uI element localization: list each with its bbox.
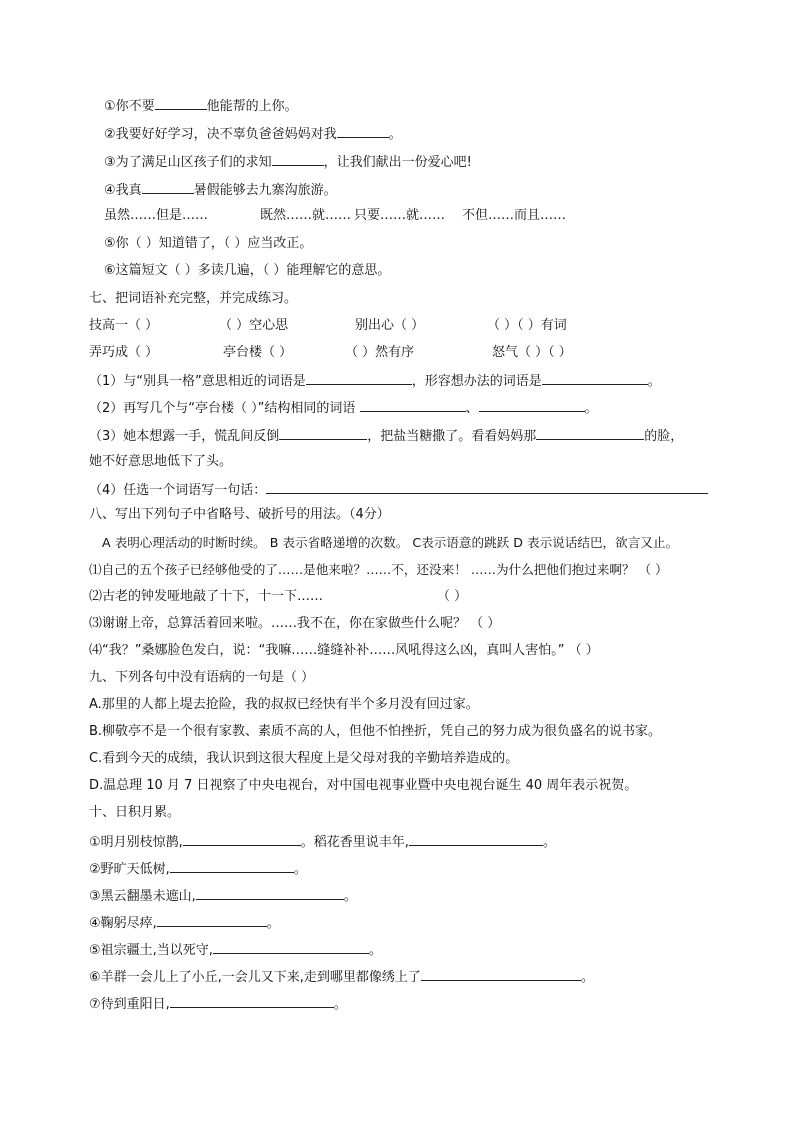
poem-4 [89,914,280,932]
poem-text: 。 [343,889,357,904]
answer-blank[interactable] [421,968,581,981]
poem-text: 。 [542,835,556,850]
question-text: 的脸， [644,429,684,444]
question-text: 、 [465,401,479,416]
poem-text: 。 [266,916,280,931]
poem-text: 。 [368,943,382,958]
sentence-4 [104,181,337,199]
question-7-1 [89,372,661,390]
poem-2 [89,860,307,878]
answer-blank[interactable] [196,887,344,900]
answer-blank[interactable] [272,153,324,166]
answer-blank[interactable] [142,181,194,194]
answer-blank[interactable] [279,427,367,440]
choice-b[interactable]: B.柳敬亭不是一个很有家教、素质不高的人，但他不怕挫折，凭自己的努力成为很负盛名的说书家。 [89,724,662,739]
answer-parentheses[interactable]: （ ） [437,589,468,604]
sentence-1-text: ①你不要 [104,99,155,114]
answer-blank[interactable] [183,833,301,846]
poem-text: ③黑云翻墨未遮山, [89,889,196,904]
answer-blank[interactable] [306,372,412,385]
sentence-4-text: ④我真 [104,183,142,198]
poem-text: ⑥羊群一会儿上了小丘,一会儿又下来,走到哪里都像绣上了 [89,970,421,985]
poem-text: ⑤祖宗疆土,当以死守, [89,943,213,958]
question-text: （3）她本想露一手，慌乱间反倒 [89,429,280,444]
section-9-title: 九、下列各句中没有语病的一句是（ ） [89,670,315,685]
answer-blank[interactable] [170,860,294,873]
question-text: 。 [647,374,661,389]
sentence-1 [104,97,298,115]
poem-text: 。稻花香里说丰年, [300,835,409,850]
answer-blank[interactable] [155,97,207,110]
question-7-3 [89,427,683,445]
answer-blank[interactable] [360,399,466,412]
idiom-item: （ ）（ ）有词 [487,318,567,333]
sentence-6: ⑥这篇短文（ ）多读几遍，（ ）能理解它的意思。 [104,263,391,278]
sentence-3 [104,153,472,171]
poem-1 [89,833,556,851]
sentence-2-tail: 。 [388,127,402,142]
question-text: （4）任选一个词语写一句话： [89,483,267,498]
sentence-5: ⑤你（ ）知道错了，（ ）应当改正。 [104,236,313,251]
question-7-3-continued: 她不好意思地低下了头。 [89,454,233,469]
punctuation-question-2 [89,589,468,605]
idiom-item: （ ）然有序 [345,345,415,360]
choice-d[interactable]: D.温总理 10 月 7 日视察了中央电视台，对中国电视事业暨中央电视台诞生 40 周年表示祝贺。 [89,778,638,793]
punctuation-question-3: ⑶谢谢上帝，总算活着回来啦。……我不在，你在家做些什么呢？ （ ） [89,616,501,631]
idiom-item: （ ）空心思 [219,318,289,333]
poem-text: 。 [293,862,307,877]
idiom-item: 弄巧成（ ） [89,345,159,360]
answer-blank[interactable] [409,833,543,846]
poem-5 [89,941,382,959]
connector-option: 虽然……但是…… [104,208,209,223]
question-text: ⑵古老的钟发哑地敲了十下，十一下…… [89,589,324,604]
answer-blank[interactable] [536,427,644,440]
connector-option: 既然……就…… [260,208,352,223]
answer-line[interactable] [266,481,708,494]
sentence-2-text: ②我要好好学习，决不辜负爸爸妈妈对我 [104,127,337,142]
punctuation-question-4: ⑷“我？”桑娜脸色发白，说：“我嘛……缝缝补补……风吼得这么凶，真叫人害怕。” （ ） [89,643,599,658]
idiom-item: 怒气（ ）（ ） [492,345,572,360]
sentence-1-tail: 他能帮的上你。 [206,99,298,114]
answer-blank[interactable] [170,995,334,1008]
poem-text: ①明月别枝惊鹊, [89,835,183,850]
question-7-4 [89,481,708,499]
punctuation-question-1: ⑴自己的五个孩子已经够他受的了……是他来啦？……不，还没来！ ……为什么把他们抱过来啊？ （ ） [89,562,668,577]
section-8-title: 八、写出下列句子中省略号、破折号的用法。（4分） [89,507,390,522]
sentence-3-text: ③为了满足山区孩子们的求知 [104,155,272,170]
sentence-3-tail: ，让我们献出一份爱心吧! [323,155,472,170]
answer-blank[interactable] [157,914,267,927]
connector-option: 只要……就…… [354,208,446,223]
question-text: ，把盐当糖撒了。看看妈妈那 [367,429,537,444]
idiom-item: 技高一（ ） [89,318,159,333]
poem-text: ⑦待到重阳日, [89,997,170,1012]
question-text: ，形容想办法的词语是 [411,374,542,389]
answer-blank[interactable] [337,125,389,138]
choice-a[interactable]: A.那里的人都上堤去抢险，我的叔叔已经快有半个多月没有回过家。 [89,697,479,712]
question-7-2 [89,399,598,417]
idiom-item: 别出心（ ） [355,318,425,333]
poem-text: ②野旷天低树, [89,862,170,877]
section-7-title: 七、把词语补充完整，并完成练习。 [89,291,298,306]
idiom-item: 亭台楼（ ） [223,345,293,360]
question-text: （1）与“别具一格”意思相近的词语是 [89,374,306,389]
question-text: 。 [584,401,598,416]
connector-option: 不但……而且…… [462,208,567,223]
sentence-4-tail: 暑假能够去九寨沟旅游。 [193,183,337,198]
poem-text: 。 [580,970,594,985]
answer-blank[interactable] [213,941,369,954]
question-text: （2）再写几个与“亭台楼（ ）”结构相同的词语 [89,401,360,416]
answer-blank[interactable] [479,399,585,412]
poem-text: 。 [333,997,347,1012]
poem-7 [89,995,347,1013]
section-10-title: 十、日积月累。 [89,805,181,820]
choice-c[interactable]: C.看到今天的成绩，我认识到这很大程度上是父母对我的辛勤培养造成的。 [89,751,519,766]
poem-6 [89,968,594,986]
answer-blank[interactable] [542,372,648,385]
usage-options: A 表明心理活动的时断时续。 B 表示省略递增的次数。 C表示语意的跳跃 D 表示说话结巴，欲言又止。 [102,535,679,550]
poem-text: ④鞠躬尽瘁, [89,916,157,931]
sentence-2 [104,125,402,143]
poem-3 [89,887,357,905]
